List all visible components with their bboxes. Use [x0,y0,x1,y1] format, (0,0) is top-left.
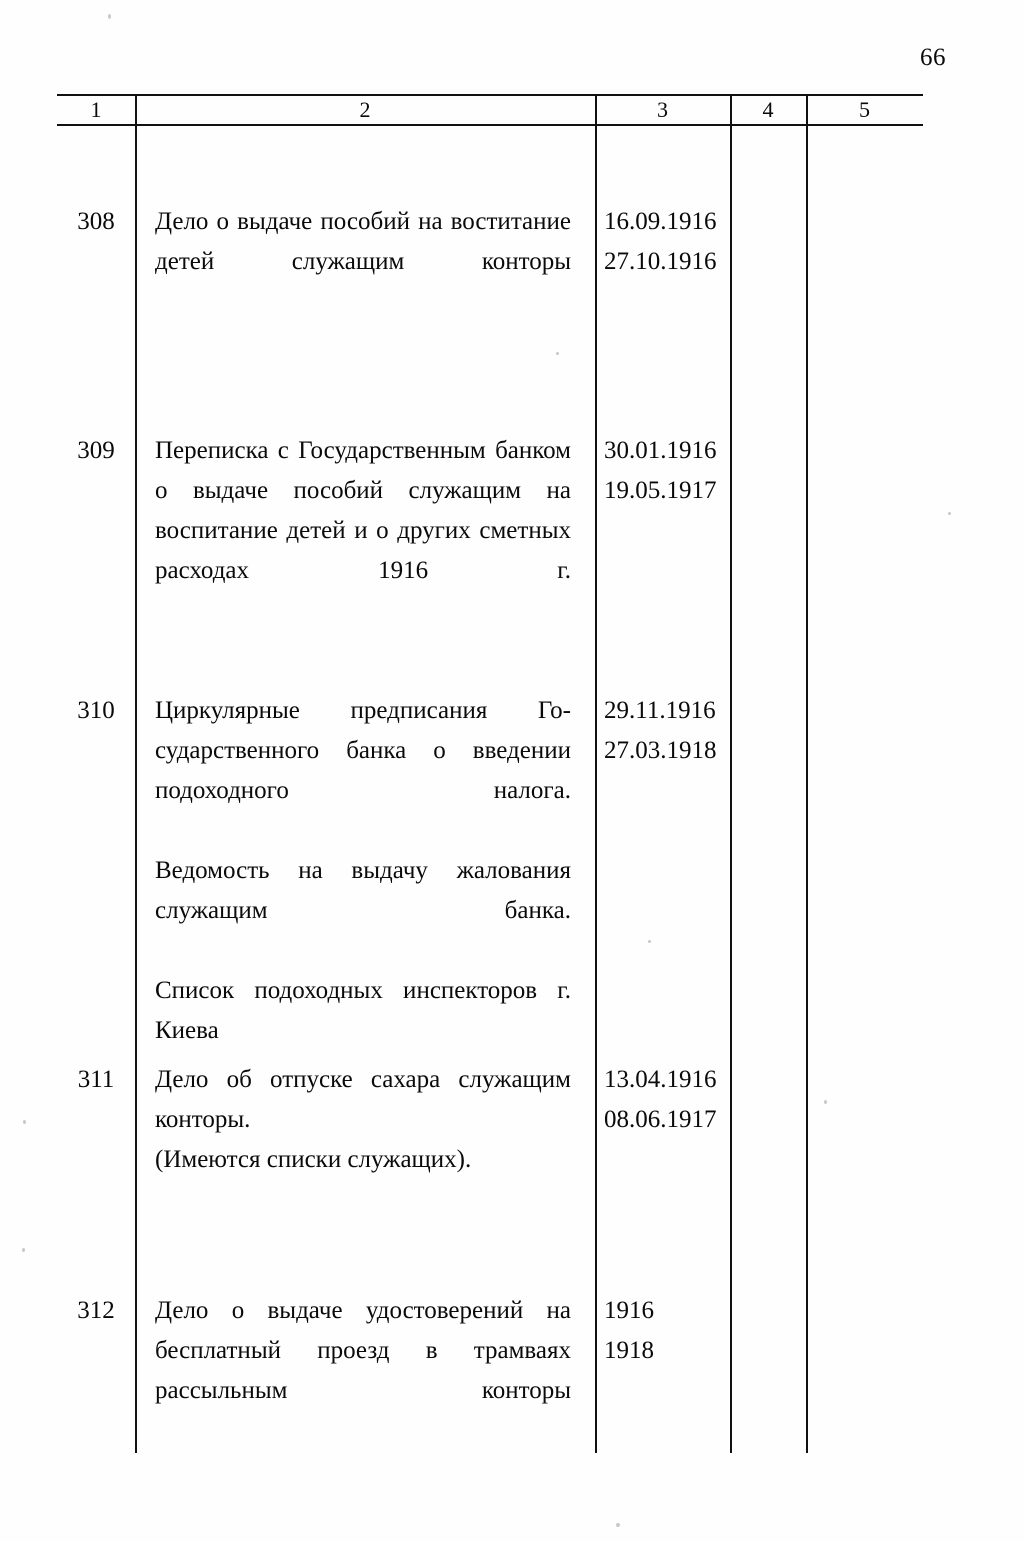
scan-speck [108,14,111,19]
row-number: 310 [77,697,115,724]
row-dates [595,202,730,282]
scan-speck [648,940,651,943]
scan-speck [23,1120,26,1124]
column-rule-2 [595,94,597,1453]
row-title-paragraph: Циркулярные предписания Го-сударственного банка о введении подоходного налога. [155,697,571,804]
row-title [135,431,595,631]
column-header-3: 3 [657,97,668,122]
row-col4-empty [730,431,806,432]
date-start: 13.04.1916 [604,1066,717,1093]
date-start: 16.09.1916 [604,208,717,235]
row-title-paragraph: Список подоходных инспекторов г. Киева [155,977,571,1044]
row-title [135,1291,595,1451]
column-header-4: 4 [762,97,774,122]
row-col4-empty [730,1291,806,1292]
row-number: 308 [77,208,115,235]
scan-speck [824,1100,827,1104]
column-header-5: 5 [859,97,870,122]
column-rule-3 [730,94,732,1453]
row-title-paragraph: Ведомость на выдачу жалования служащим банка. [155,857,571,924]
date-start: 30.01.1916 [604,437,717,464]
row-col4-empty [730,691,806,692]
row-dates [595,691,730,771]
column-rule-4 [806,94,808,1453]
date-end: 1918 [604,1337,654,1364]
column-header-2: 2 [359,97,371,122]
row-number: 311 [77,1066,115,1093]
row-col4-empty [730,1060,806,1061]
date-end: 27.03.1918 [604,737,717,764]
date-start: 29.11.1916 [604,697,716,724]
date-end: 08.06.1917 [604,1106,717,1133]
row-title [135,1060,595,1180]
table-header-row [57,94,923,124]
row-title-paragraph: Дело об отпуске сахара служащим конторы. [155,1066,571,1133]
row-number: 312 [77,1297,115,1324]
row-col5-empty [806,691,923,692]
scan-speck [616,1523,620,1527]
row-dates [595,1291,730,1371]
table-header-bottom-rule [57,124,923,126]
column-header-1: 1 [90,97,102,122]
row-col5-empty [806,202,923,203]
date-start: 1916 [604,1297,654,1324]
row-title [135,691,595,1091]
row-col5-empty [806,1291,923,1292]
row-title-paragraph: Дело о выдаче удостоверений на бесплатный проезд в трамваях рассыльным конторы [155,1297,571,1404]
scan-speck [556,352,559,355]
date-end: 19.05.1917 [604,477,717,504]
row-title [135,202,595,322]
row-col4-empty [730,202,806,203]
row-col5-empty [806,431,923,432]
row-title-paragraph: (Имеются списки служащих). [155,1146,472,1173]
row-number: 309 [77,437,115,464]
date-end: 27.10.1916 [604,248,717,275]
row-dates [595,1060,730,1140]
row-col5-empty [806,1060,923,1061]
scan-speck [22,1248,25,1252]
scan-speck [948,512,951,515]
row-title-paragraph: Дело о выдаче пособий на воститание детей служащим конторы [155,208,571,275]
row-dates [595,431,730,511]
page-number: 66 [920,44,946,71]
row-title-paragraph: Переписка с Государственным банком о выдаче пособий служащим на воспитание детей и о других сметных расходах 1916 г. [155,437,571,584]
